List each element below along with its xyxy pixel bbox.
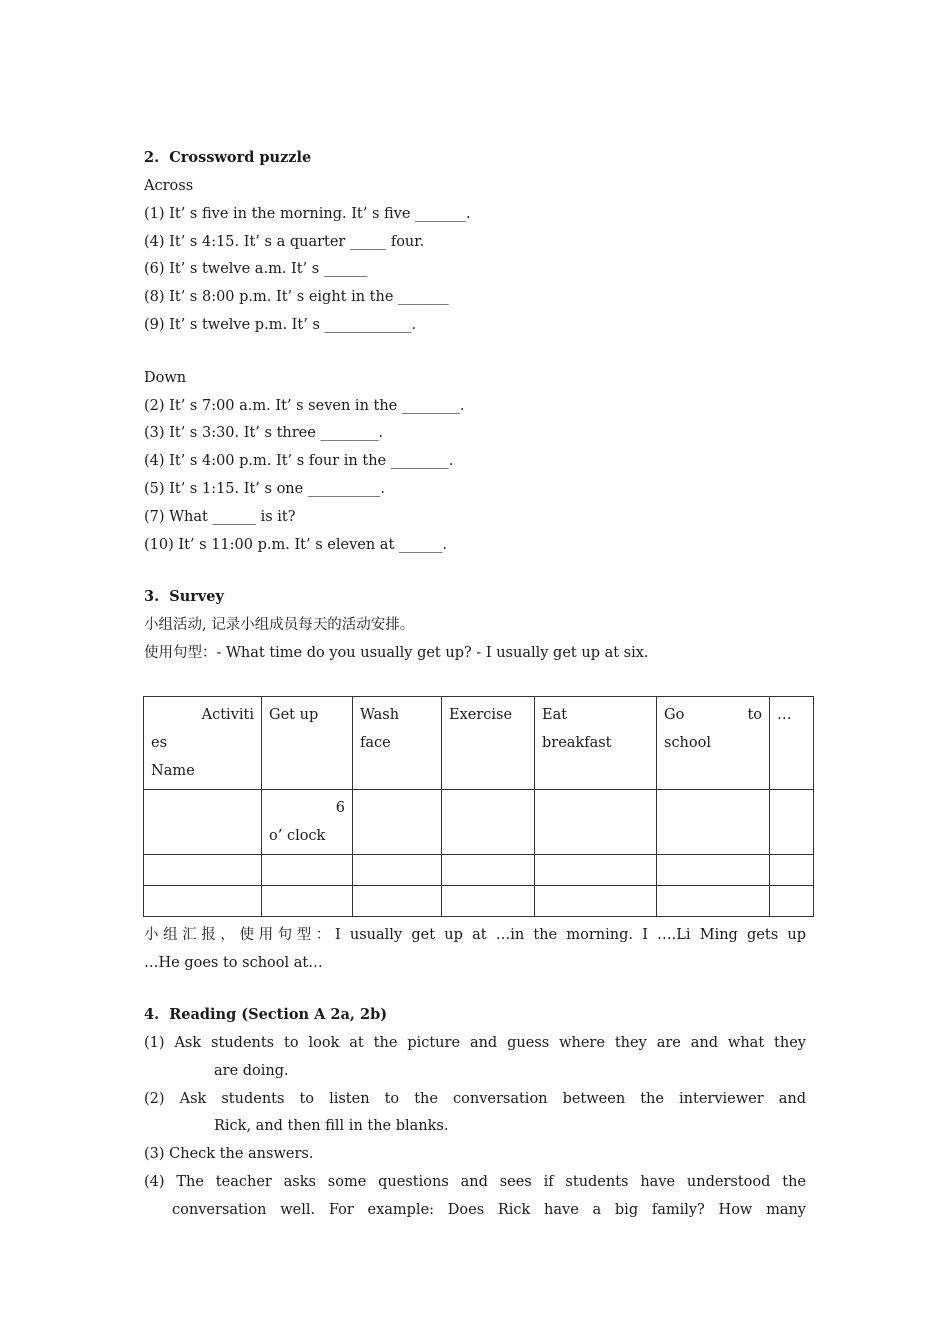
reading-item-2-cont: Rick, and then fill in the blanks. bbox=[214, 1118, 449, 1134]
table-cell[interactable] bbox=[353, 790, 442, 855]
table-cell[interactable] bbox=[442, 790, 535, 855]
header-exercise: Exercise bbox=[442, 697, 535, 790]
reading-item-1-cont: are doing. bbox=[214, 1063, 289, 1079]
reading-item-3: (3) Check the answers. bbox=[144, 1146, 314, 1162]
section-2-heading: 2. Crossword puzzle bbox=[144, 149, 312, 166]
table-cell[interactable] bbox=[770, 855, 814, 886]
table-cell[interactable] bbox=[353, 855, 442, 886]
survey-table bbox=[143, 696, 814, 917]
table-row bbox=[144, 855, 814, 886]
section-4-heading: 4. Reading (Section A 2a, 2b) bbox=[144, 1006, 388, 1023]
down-clue-10: (10) It’ s 11:00 p.m. It’ s eleven at ______. bbox=[144, 537, 447, 553]
reading-item-1: (1) Ask students to look at the picture and guess where they are and what they bbox=[144, 1035, 806, 1051]
table-header-row bbox=[144, 697, 814, 790]
header-activities-name: Activiti es Name bbox=[144, 697, 262, 790]
across-clue-8: (8) It’ s 8:00 p.m. It’ s eight in the _______ bbox=[144, 289, 449, 305]
down-clue-7: (7) What ______ is it? bbox=[144, 509, 296, 525]
table-cell[interactable] bbox=[535, 886, 657, 917]
down-clue-4: (4) It’ s 4:00 p.m. It’ s four in the ________. bbox=[144, 453, 454, 469]
header-get-up: Get up bbox=[262, 697, 353, 790]
table-cell[interactable] bbox=[262, 855, 353, 886]
table-cell-get-up-time[interactable]: 6 o’ clock bbox=[262, 790, 353, 855]
table-cell[interactable] bbox=[535, 855, 657, 886]
header-eat-breakfast: Eat breakfast bbox=[535, 697, 657, 790]
table-row bbox=[144, 790, 814, 855]
header-go-to-school: Go to school bbox=[657, 697, 770, 790]
table-cell[interactable] bbox=[144, 886, 262, 917]
down-clue-3: (3) It’ s 3:30. It’ s three ________. bbox=[144, 425, 384, 441]
table-cell[interactable] bbox=[770, 886, 814, 917]
reading-item-4-cont: conversation well. For example: Does Rick have a big family? How many bbox=[172, 1202, 806, 1218]
across-clue-6: (6) It’ s twelve a.m. It’ s ______ bbox=[144, 261, 368, 277]
section-3-heading: 3. Survey bbox=[144, 588, 224, 605]
reading-item-4: (4) The teacher asks some questions and sees if students have understood the bbox=[144, 1174, 806, 1190]
table-cell[interactable] bbox=[144, 855, 262, 886]
table-cell[interactable] bbox=[262, 886, 353, 917]
down-label: Down bbox=[144, 370, 187, 386]
across-clue-4: (4) It’ s 4:15. It’ s a quarter _____ four. bbox=[144, 234, 425, 250]
table-cell[interactable] bbox=[353, 886, 442, 917]
header-more: … bbox=[770, 697, 814, 790]
reading-item-2: (2) Ask students to listen to the conversation between the interviewer and bbox=[144, 1091, 806, 1107]
report-line-1: 小组汇报，使用句型：I usually get up at …in the morning. I ….Li Ming gets up bbox=[144, 927, 806, 943]
table-cell[interactable] bbox=[770, 790, 814, 855]
table-cell[interactable] bbox=[535, 790, 657, 855]
table-cell[interactable] bbox=[657, 855, 770, 886]
down-clue-2: (2) It’ s 7:00 a.m. It’ s seven in the ________. bbox=[144, 398, 465, 414]
table-cell[interactable] bbox=[442, 886, 535, 917]
across-label: Across bbox=[144, 178, 194, 194]
table-cell[interactable] bbox=[657, 790, 770, 855]
across-clue-1: (1) It’ s five in the morning. It’ s five _______. bbox=[144, 206, 471, 222]
survey-sentence-pattern: 使用句型：- What time do you usually get up? - I usually get up at six. bbox=[144, 645, 649, 661]
down-clue-5: (5) It’ s 1:15. It’ s one __________. bbox=[144, 481, 385, 497]
across-clue-9: (9) It’ s twelve p.m. It’ s ____________. bbox=[144, 317, 417, 333]
table-row bbox=[144, 886, 814, 917]
table-cell[interactable] bbox=[657, 886, 770, 917]
header-wash-face: Wash face bbox=[353, 697, 442, 790]
table-cell[interactable] bbox=[442, 855, 535, 886]
table-cell[interactable] bbox=[144, 790, 262, 855]
survey-instruction: 小组活动, 记录小组成员每天的活动安排。 bbox=[144, 617, 415, 633]
report-line-2: …He goes to school at… bbox=[144, 955, 323, 971]
